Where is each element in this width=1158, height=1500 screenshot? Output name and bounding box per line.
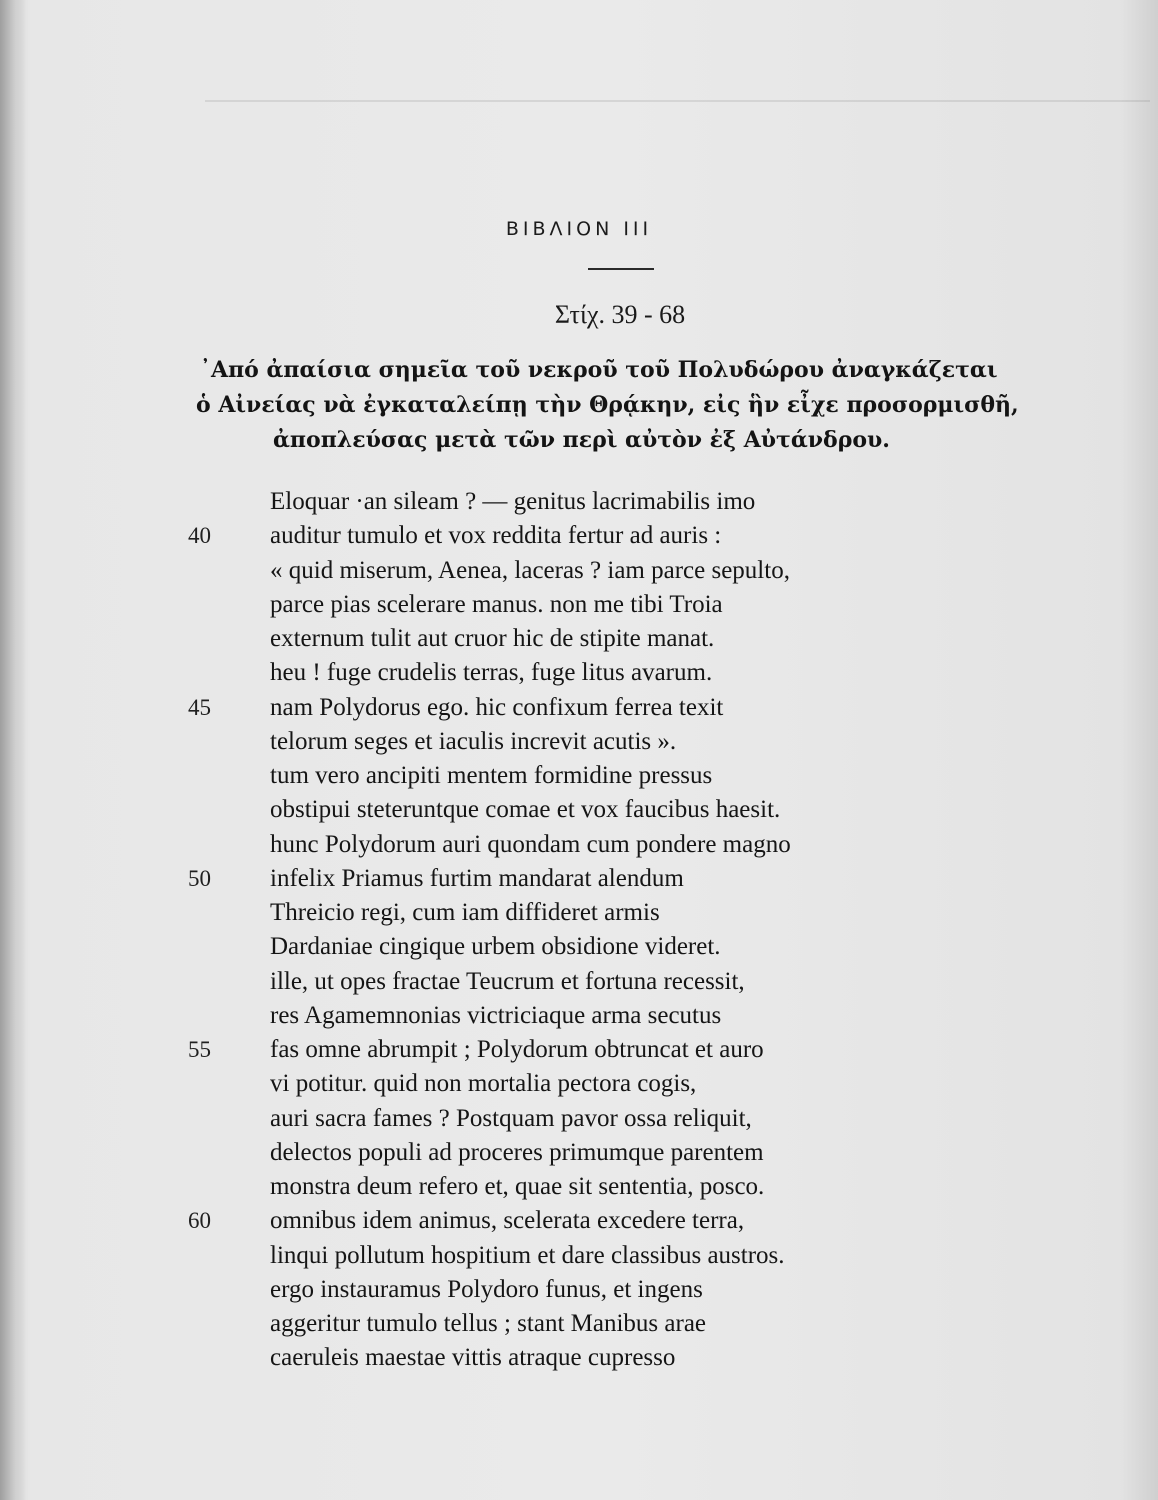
verse-line [180, 726, 980, 760]
verse-text: fas omne abrumpit ; Polydorum obtruncat et auro [270, 1036, 764, 1063]
verse-line [180, 863, 980, 897]
verse-text: vi potitur. quid non mortalia pectora cogis, [270, 1070, 697, 1098]
verse-text: auditur tumulo et vox reddita fertur ad auris : [270, 522, 722, 550]
verse-text: res Agamemnonias victriciaque arma secutus [270, 1001, 722, 1029]
verse-text: « quid miserum, Aenea, laceras ? iam parce sepulto, [270, 556, 790, 584]
verse-text: monstra deum refero et, quae sit sententia, posco. [270, 1173, 765, 1200]
verse-line [180, 589, 980, 623]
verse-line [180, 1205, 980, 1239]
verse-line [180, 1342, 980, 1376]
verse-text: heu ! fuge crudelis terras, fuge litus avarum. [270, 659, 713, 687]
verse-line [180, 1240, 980, 1274]
verse-text: caeruleis maestae vittis atraque cupresso [270, 1344, 676, 1372]
verse-text: Eloquar ·an sileam ? — genitus lacrimabilis imo [270, 488, 756, 515]
line-number: 40 [188, 523, 211, 549]
verse-line [180, 1103, 980, 1137]
verse-line [180, 520, 980, 554]
verse-line [180, 1274, 980, 1308]
book-title: ΒΙΒΛΙΟΝ ΙΙΙ [505, 218, 653, 240]
verse-text: linqui pollutum hospitium et dare classibus austros. [270, 1241, 785, 1269]
verse-text: aggeritur tumulo tellus ; stant Manibus arae [270, 1310, 707, 1337]
verse-line [180, 692, 980, 726]
verse-line [180, 1171, 980, 1205]
verse-text: ergo instauramus Polydoro funus, et ingens [270, 1275, 703, 1303]
summary-line: ὁ Αἰνείας νὰ ἐγκαταλείπῃ τὴν Θρᾴκην, εἰς ἣν εἶχε προσορμισθῆ, [196, 392, 1019, 418]
verse-line [180, 829, 980, 863]
line-number: 45 [188, 694, 211, 720]
verse-text: omnibus idem animus, scelerata excedere terra, [270, 1207, 745, 1235]
summary-line: ἀποπλεύσας μετὰ τῶν περὶ αὐτὸν ἐξ Αὐτάνδρου. [273, 427, 890, 453]
verse-line [180, 1068, 980, 1102]
line-number: 60 [188, 1208, 211, 1234]
verse-text: hunc Polydorum auri quondam cum pondere magno [270, 830, 791, 858]
verse-text: externum tulit aut cruor hic de stipite manat. [270, 625, 715, 652]
verse-line [180, 1000, 980, 1034]
verse-text: obstipui steteruntque comae et vox faucibus haesit. [270, 796, 781, 824]
greek-summary [196, 353, 1046, 458]
verse-line [180, 966, 980, 1000]
verse-line [180, 623, 980, 657]
verse-line [180, 486, 980, 520]
verse-line [180, 760, 980, 794]
show-through-rule [205, 100, 1150, 102]
verse-text: delectos populi ad proceres primumque parentem [270, 1138, 764, 1166]
verses-range: Στίχ. 39 - 68 [554, 300, 686, 329]
verse-line [180, 794, 980, 828]
latin-verse-block [180, 486, 980, 1377]
verse-text: infelix Priamus furtim mandarat alendum [270, 864, 684, 892]
verse-text: telorum seges et iaculis increvit acutis ». [270, 727, 677, 755]
summary-line: ᾿Από ἀπαίσια σημεῖα τοῦ νεκροῦ τοῦ Πολυδώρου ἀναγκάζεται [200, 357, 998, 383]
title-divider [588, 268, 654, 270]
verse-text: tum vero ancipiti mentem formidine pressus [270, 762, 713, 789]
verse-line [180, 931, 980, 965]
verse-line [180, 657, 980, 691]
verse-line [180, 1137, 980, 1171]
verse-line [180, 555, 980, 589]
verse-text: Threicio regi, cum iam diffideret armis [270, 899, 660, 926]
line-number: 50 [188, 865, 211, 891]
verse-text: parce pias scelerare manus. non me tibi Troia [270, 590, 723, 618]
verse-line [180, 1308, 980, 1342]
verse-text: nam Polydorus ego. hic confixum ferrea texit [270, 693, 724, 721]
line-number: 55 [188, 1037, 211, 1062]
verse-text: ille, ut opes fractae Teucrum et fortuna recessit, [270, 967, 745, 995]
verse-text: auri sacra fames ? Postquam pavor ossa reliquit, [270, 1104, 752, 1132]
verse-line [180, 1034, 980, 1068]
verse-text: Dardaniae cingique urbem obsidione videret. [270, 933, 721, 961]
verse-line [180, 897, 980, 931]
